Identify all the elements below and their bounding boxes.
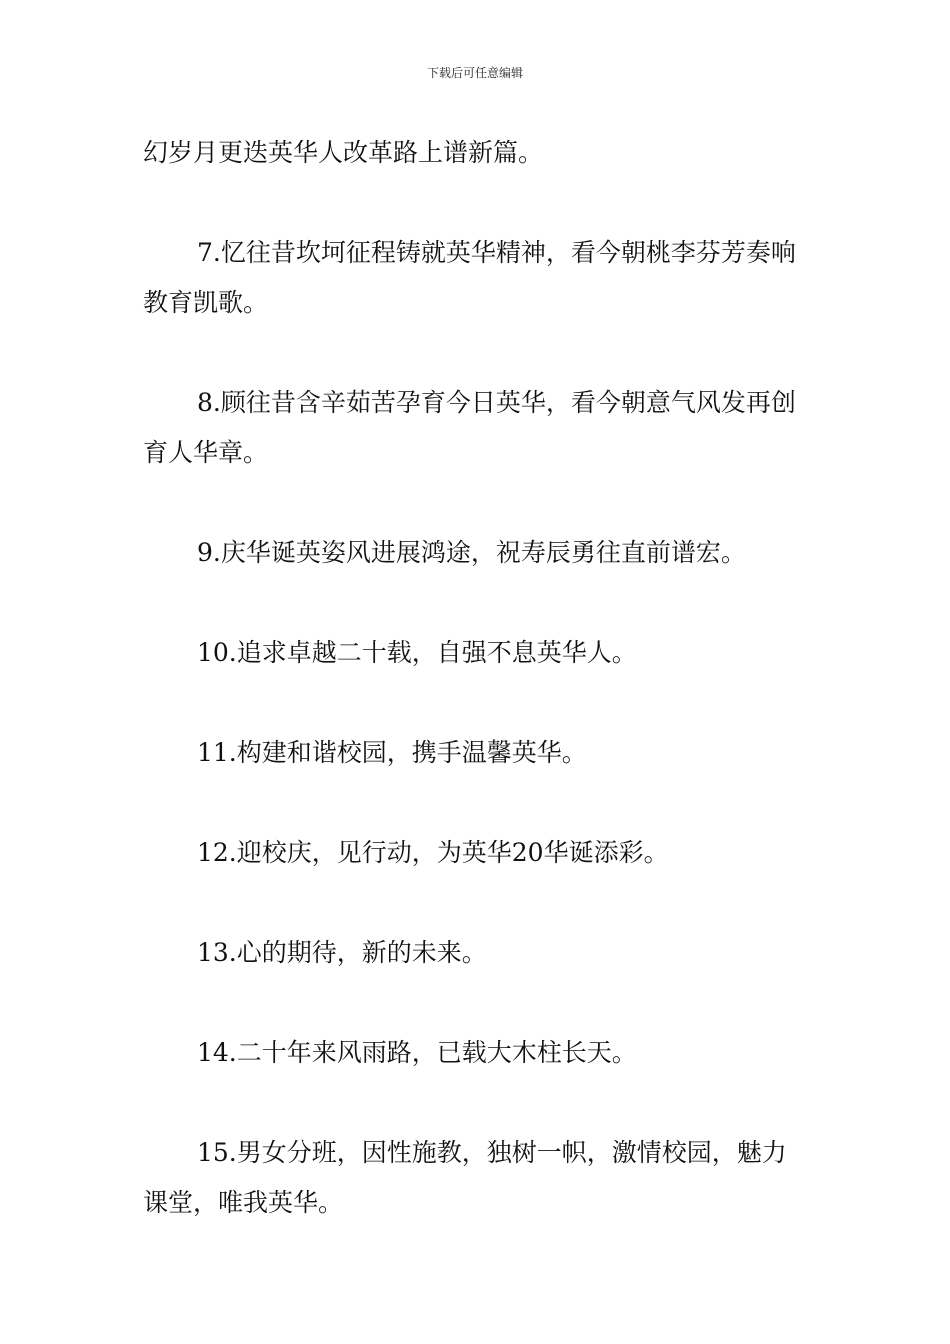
paragraph-item-8: 8.顾往昔含辛茹苦孕育今日英华，看今朝意气风发再创育人华章。	[143, 388, 796, 467]
paragraph-item-14: 14.二十年来风雨路，已载大木柱长天。	[197, 1038, 637, 1067]
page-header: 下载后可任意编辑	[426, 66, 523, 80]
paragraph-item-11: 11.构建和谐校园，携手温馨英华。	[197, 738, 587, 767]
paragraph-item-10: 10.追求卓越二十载，自强不息英华人。	[197, 638, 637, 667]
document-body	[143, 128, 808, 1278]
paragraph-item-7: 7.忆往昔坎坷征程铸就英华精神，看今朝桃李芬芳奏响教育凯歌。	[143, 238, 796, 317]
paragraph-item-12: 12.迎校庆，见行动，为英华20华诞添彩。	[197, 838, 669, 867]
paragraph-continuation: 幻岁月更迭英华人改革路上谱新篇。	[143, 138, 544, 167]
paragraph-item-9: 9.庆华诞英姿风进展鸿途，祝寿辰勇往直前谱宏。	[197, 538, 746, 567]
paragraph-item-13: 13.心的期待，新的未来。	[197, 938, 487, 967]
paragraph-item-15: 15.男女分班，因性施教，独树一帜，激情校园，魅力课堂，唯我英华。	[143, 1138, 787, 1217]
